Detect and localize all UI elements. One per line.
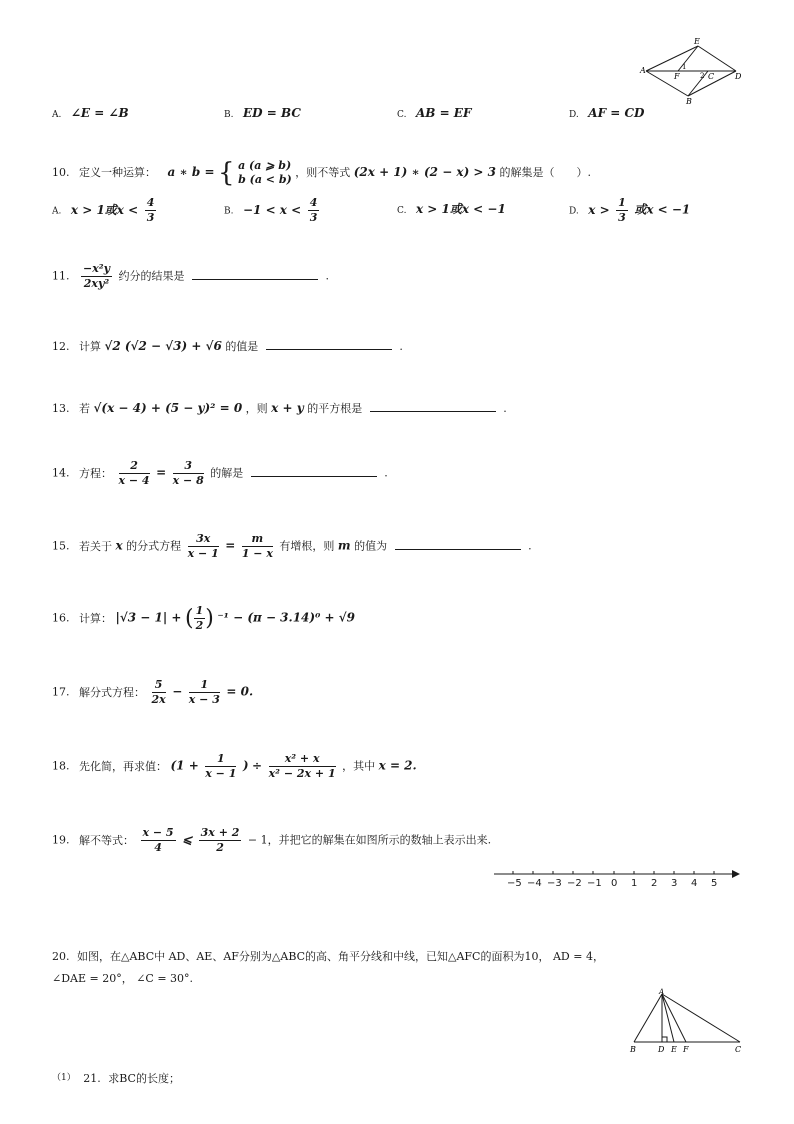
- question-number: 21.: [83, 1072, 101, 1085]
- answer-blank[interactable]: [395, 539, 521, 550]
- figure1-label-f: F: [674, 72, 680, 81]
- condition: x = 2.: [378, 758, 417, 773]
- frac-bottom: x − 1: [187, 547, 219, 560]
- case-1: a (a ⩾ b): [238, 159, 292, 172]
- q10-option-c: [397, 200, 506, 217]
- tick-label: −4: [527, 878, 542, 889]
- frac-top: m: [242, 532, 273, 547]
- question-number: 12.: [52, 340, 70, 353]
- frac-bottom: 3: [146, 211, 155, 224]
- question-16: 16. 计算： |√3 − 1| + ( $\frac{1}{2}$ ) ⁻¹ − (π − 3.14)⁰ + √9: [52, 604, 355, 632]
- question-13: [52, 400, 507, 416]
- option-label: B.: [224, 206, 234, 217]
- q9-option-b: [224, 106, 301, 120]
- question-text: 求BC的长度；: [108, 1072, 180, 1085]
- figure1-label-1: 1: [682, 63, 687, 71]
- question-prefix: 解分式方程：: [79, 685, 145, 699]
- option-text: x > 1或x < −1: [415, 202, 506, 216]
- question-14: [52, 459, 388, 488]
- figure1-label-c: C: [708, 72, 715, 81]
- option-text: ∠E = ∠B: [70, 106, 129, 120]
- option-label: A.: [52, 110, 62, 120]
- option-text: AF = CD: [588, 106, 645, 120]
- q10-option-a: [52, 196, 159, 225]
- q9-option-d: [569, 106, 644, 120]
- question-number: 17.: [52, 685, 70, 699]
- frac-bottom: 3: [618, 211, 626, 224]
- expression-2: x + y: [271, 401, 304, 415]
- frac-bottom: x − 3: [188, 693, 220, 706]
- question-end: .: [503, 402, 507, 415]
- frac-top: x − 5: [142, 826, 174, 839]
- figure2-label-e: E: [671, 1045, 677, 1054]
- question-number: 13.: [52, 402, 70, 415]
- option-label: C.: [397, 206, 407, 216]
- frac-top: 3x + 2: [200, 826, 240, 839]
- tick-label: −1: [587, 878, 602, 889]
- question-prefix: 计算：: [79, 611, 112, 625]
- question-text-1: 的分式方程: [126, 539, 182, 553]
- expression-a: |√3 − 1| +: [115, 610, 182, 625]
- question-end: = 0.: [226, 684, 254, 699]
- question-15: [52, 532, 532, 561]
- le-sign: ⩽: [182, 832, 193, 847]
- tick-label: 1: [631, 878, 638, 889]
- question-number: 16.: [52, 611, 70, 625]
- arrow-icon: [732, 870, 740, 878]
- question-end: .: [528, 539, 532, 553]
- answer-blank[interactable]: [370, 401, 496, 412]
- equals-sign: =: [156, 465, 167, 480]
- question-text: 的平方根是: [307, 402, 363, 415]
- paren-open: (1 +: [170, 758, 199, 773]
- question-prefix: 定义一种运算：: [79, 166, 156, 179]
- figure1-label-a: A: [640, 66, 646, 75]
- answer-blank[interactable]: [251, 466, 377, 477]
- option-label: D.: [569, 110, 579, 120]
- question-prefix: 若关于: [79, 539, 112, 553]
- frac-top: 5: [152, 678, 166, 693]
- question-prefix: 先化简，再求值：: [79, 759, 167, 773]
- tick-label: −2: [567, 878, 582, 889]
- divide-sign: ÷: [252, 758, 263, 773]
- question-prefix: 若: [79, 402, 90, 415]
- frac-bottom: x² − 2x + 1: [268, 767, 336, 780]
- frac-bottom: 4: [154, 841, 162, 854]
- question-number: 14.: [52, 466, 70, 480]
- question-line-1: 如图，在△ABC中 AD、AE、AF分别为△ABC的高、角平分线和中线，已知△AFC的面积为10， AD = 4，: [77, 950, 604, 963]
- frac-bottom: 3: [309, 211, 318, 224]
- frac-top: 2: [119, 459, 150, 474]
- question-17: [52, 678, 253, 707]
- answer-blank[interactable]: [192, 269, 318, 280]
- option-text-post: 或x < −1: [634, 202, 691, 217]
- question-prefix: 解不等式：: [79, 833, 134, 847]
- frac-top: −x²y: [83, 262, 110, 275]
- option-label: D.: [569, 206, 579, 217]
- variable-x: x: [115, 538, 123, 553]
- frac-bottom: x − 4: [118, 474, 150, 487]
- option-label: B.: [224, 110, 234, 120]
- question-18: [52, 752, 417, 781]
- option-text-pre: x >: [588, 202, 610, 217]
- question-number: 10.: [52, 166, 70, 179]
- question-text-3: 的值为: [354, 539, 388, 553]
- figure2-label-f: F: [683, 1045, 689, 1054]
- brace-icon: {: [218, 158, 235, 188]
- frac-bottom: 2: [216, 841, 224, 854]
- frac-bottom: x − 8: [172, 474, 204, 487]
- figure2-label-d: D: [658, 1045, 665, 1054]
- figure1-label-2: 2: [700, 72, 705, 80]
- answer-blank[interactable]: [266, 339, 392, 350]
- inequality: (2x + 1) ∗ (2 − x) > 3: [353, 165, 497, 179]
- tick-label: 5: [711, 878, 718, 889]
- paren-close: ): [242, 758, 249, 773]
- question-suffix: 的解集是（ ）.: [499, 166, 592, 179]
- figure2-label-c: C: [735, 1045, 742, 1054]
- option-label: C.: [397, 110, 407, 120]
- frac-bottom: 1 − x: [241, 547, 273, 560]
- frac-bottom: 2: [195, 619, 204, 632]
- option-text: x > 1或x <: [70, 202, 139, 217]
- question-text: 的值是: [225, 340, 259, 353]
- question-number: 20.: [52, 950, 70, 963]
- question-11: [52, 262, 329, 291]
- question-end: .: [399, 340, 403, 353]
- question-12: [52, 338, 403, 354]
- q10-option-b: [224, 196, 322, 225]
- minus-sign: −: [172, 684, 183, 699]
- parallelogram-figure: [638, 36, 746, 106]
- figure1-label-b: B: [686, 97, 692, 106]
- equals-sign: =: [225, 538, 236, 553]
- question-prefix: 方程：: [79, 466, 112, 480]
- question-prefix: 计算: [79, 340, 101, 353]
- question-10: [52, 158, 591, 188]
- question-text-2: 有增根，则: [279, 539, 335, 553]
- frac-top: 1: [195, 604, 204, 617]
- option-label: A.: [52, 206, 62, 217]
- frac-top: 1: [205, 752, 236, 767]
- option-text: ED = BC: [242, 106, 301, 120]
- q9-option-a: [52, 106, 129, 120]
- question-text: 的解是: [210, 466, 244, 480]
- option-text: −1 < x <: [242, 202, 302, 217]
- question-number: 11.: [52, 269, 70, 283]
- frac-bottom: 2xy²: [83, 277, 110, 290]
- question-middle: ，则不等式: [295, 166, 351, 179]
- tick-label: 0: [611, 878, 618, 889]
- variable-m: m: [337, 538, 351, 553]
- tick-label: 3: [671, 878, 678, 889]
- operation-def: a ∗ b =: [167, 165, 215, 179]
- tick-label: −5: [507, 878, 522, 889]
- expression-b: ⁻¹ − (π − 3.14)⁰ + √9: [217, 610, 355, 625]
- frac-bottom: 2x: [151, 693, 166, 706]
- figure2-label-b: B: [630, 1045, 636, 1054]
- question-tail: − 1，并把它的解集在如图所示的数轴上表示出来.: [247, 833, 492, 847]
- question-mid: ，则: [245, 402, 268, 415]
- part-label: （1）: [52, 1073, 76, 1083]
- question-21: [52, 1070, 180, 1086]
- question-19: [52, 826, 491, 855]
- frac-top: 1: [189, 678, 220, 693]
- figure1-label-d: D: [735, 72, 742, 81]
- frac-top: 3x: [188, 532, 219, 547]
- question-20: [52, 946, 604, 990]
- expression: √2 (√2 − √3) + √6: [104, 339, 222, 353]
- case-2: b (a < b): [238, 173, 292, 186]
- frac-top: 4: [146, 196, 155, 209]
- question-end: .: [384, 466, 388, 480]
- option-text: AB = EF: [415, 106, 472, 120]
- question-text: 约分的结果是: [118, 269, 185, 283]
- expression: √(x − 4) + (5 − y)² = 0: [93, 401, 243, 415]
- question-text: ，其中: [342, 759, 376, 773]
- tick-label: 4: [691, 878, 698, 889]
- q9-option-c: [397, 106, 471, 120]
- figure2-label-a: A: [659, 988, 665, 996]
- question-number: 19.: [52, 833, 70, 847]
- frac-top: x² + x: [269, 752, 336, 767]
- q10-option-d: [569, 196, 690, 225]
- frac-bottom: x − 1: [205, 767, 237, 780]
- tick-label: 2: [651, 878, 658, 889]
- tick-label: −3: [547, 878, 562, 889]
- question-line-2: ∠DAE = 20°， ∠C = 30°.: [52, 972, 194, 985]
- question-end: .: [325, 269, 329, 283]
- triangle-figure: [628, 988, 744, 1056]
- question-number: 15.: [52, 539, 70, 553]
- figure1-label-e: E: [694, 37, 700, 46]
- frac-top: 1: [618, 196, 626, 209]
- question-number: 18.: [52, 759, 70, 773]
- frac-top: 3: [173, 459, 204, 474]
- frac-top: 4: [309, 196, 318, 209]
